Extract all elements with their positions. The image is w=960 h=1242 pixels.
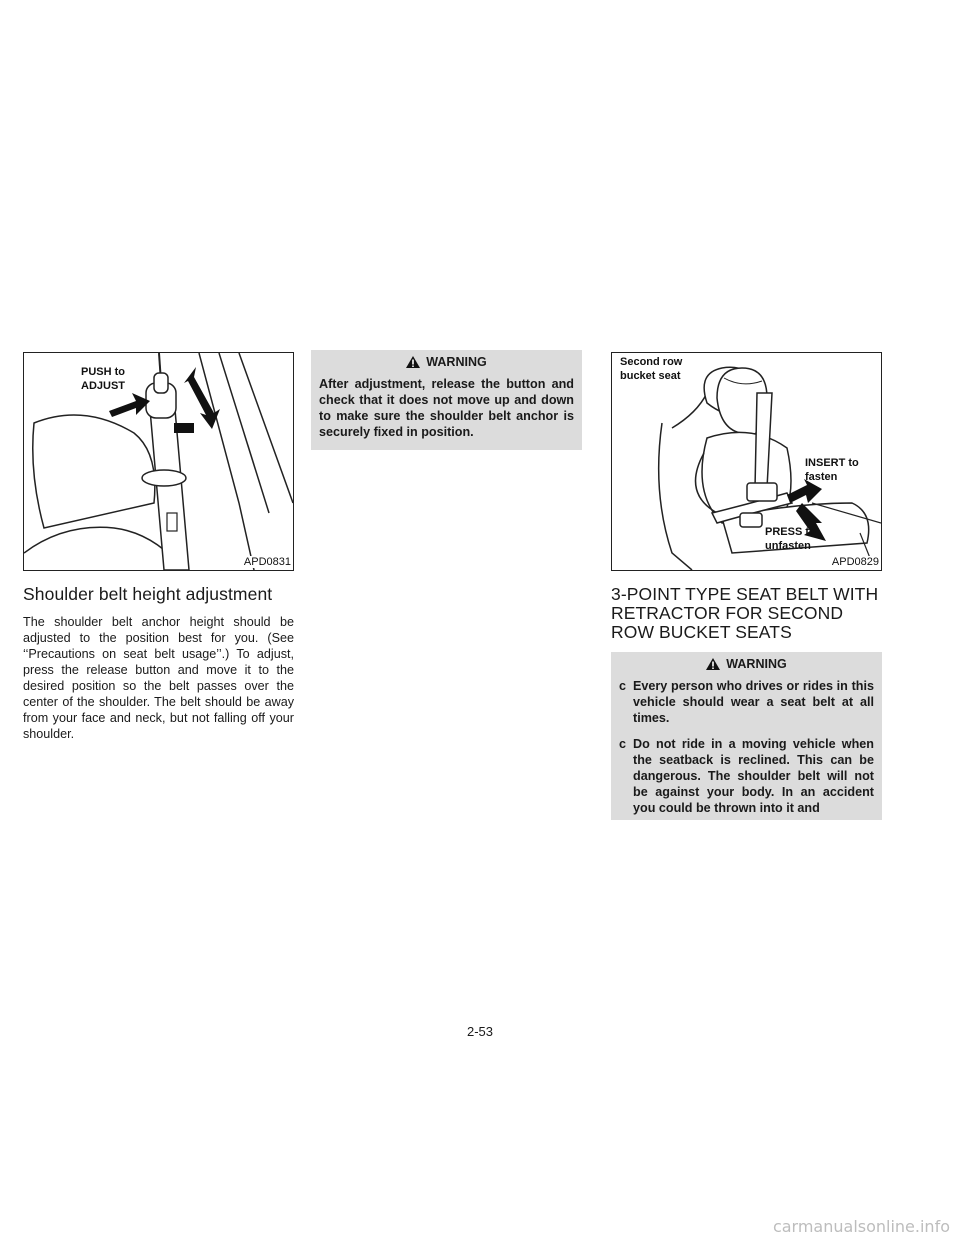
fasten-label: fasten xyxy=(805,471,838,483)
warning-bullet xyxy=(619,678,874,726)
right-column xyxy=(611,352,882,820)
push-to-adjust-label-2: ADJUST xyxy=(81,380,126,392)
bucket-seat-label: bucket seat xyxy=(620,370,681,382)
warning-heading xyxy=(319,354,574,372)
middle-column xyxy=(311,350,582,450)
watermark: carmanualsonline.info xyxy=(772,1217,950,1236)
warning-box-second-row xyxy=(611,652,882,820)
figure-code: APD0831 xyxy=(243,556,291,568)
warning-bullet xyxy=(619,736,874,816)
warning-title: WARNING xyxy=(426,355,487,369)
unfasten-label: unfasten xyxy=(765,540,811,552)
page-number: 2-53 xyxy=(466,1024,494,1039)
warning-bullet-list xyxy=(619,678,874,816)
push-to-adjust-label: PUSH to xyxy=(81,366,125,378)
section-heading-shoulder-belt: Shoulder belt height adjustment xyxy=(23,584,273,604)
warning-triangle-icon xyxy=(406,356,420,372)
bullet-glyph: c xyxy=(619,737,627,751)
warning-text: After adjustment, release the button and check that it does not move up and down to make sure the shoulder belt anchor is securely fixed in position. xyxy=(319,377,574,439)
bucket-seat-figure xyxy=(611,352,882,571)
warning-bullet-text: Every person who drives or rides in this vehicle should wear a seat belt at all times. xyxy=(633,679,874,725)
left-column xyxy=(23,352,294,742)
bullet-glyph: c xyxy=(619,679,627,693)
warning-title: WARNING xyxy=(726,657,787,671)
press-to-label: PRESS to xyxy=(765,526,816,538)
second-row-label: Second row xyxy=(620,356,683,368)
figure-code: APD0829 xyxy=(831,556,879,568)
insert-to-label: INSERT to xyxy=(805,457,859,469)
warning-box xyxy=(311,350,582,450)
shoulder-belt-paragraph: The shoulder belt anchor height should be adjusted to the position best for you. (See ‘‘Precautions on seat belt usage’’.) To adjust, press the release button and move it to the desired position so the belt passes over the center of the shoulder. The belt should be away from your face and neck, but not falling off your shoulder. xyxy=(23,615,294,741)
section-heading-3-point-belt: 3-POINT TYPE SEAT BELT WITH RETRACTOR FOR SECOND ROW BUCKET SEATS xyxy=(611,584,879,642)
shoulder-belt-figure xyxy=(23,352,294,571)
warning-bullet-text: Do not ride in a moving vehicle when the seatback is reclined. This can be dangerous. The shoulder belt will not be against your body. In an accident you could be thrown into it and xyxy=(633,737,874,815)
warning-heading xyxy=(619,656,874,674)
shoulder-belt-illustration xyxy=(24,353,293,570)
warning-triangle-icon xyxy=(706,658,720,674)
